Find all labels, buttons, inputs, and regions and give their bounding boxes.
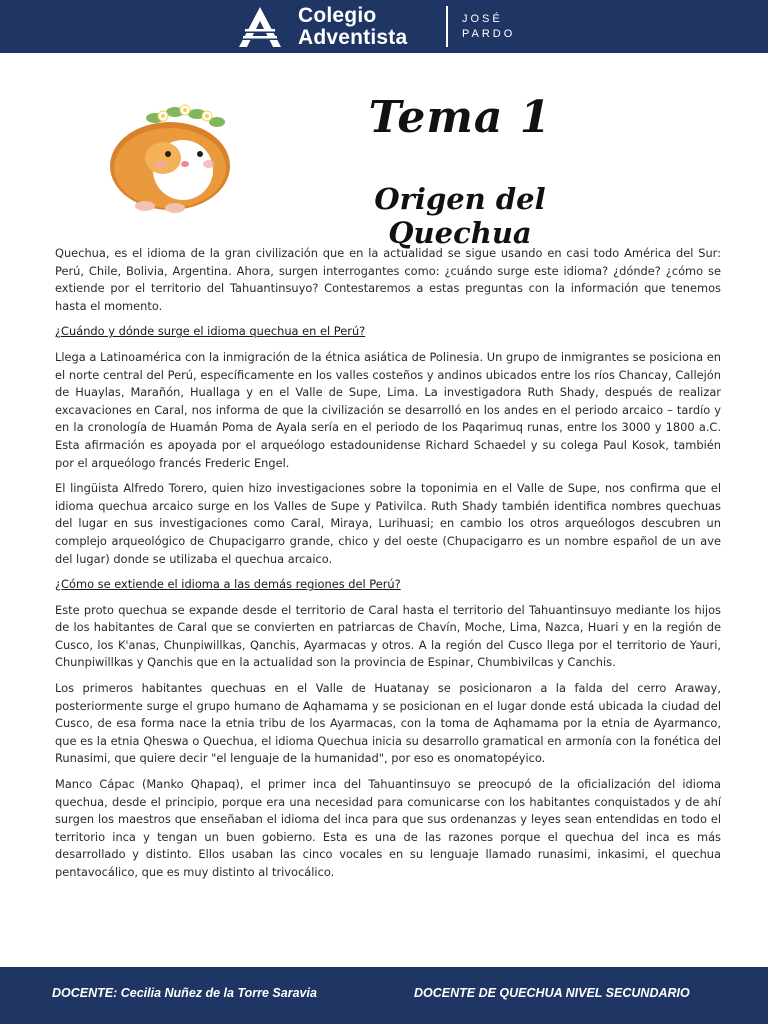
adventist-a-logo-icon (237, 5, 283, 49)
school-name-line1: Colegio (298, 4, 377, 27)
campus-name-line1: JOSÉ (462, 13, 503, 25)
origin-paragraph-1: Llega a Latinoamérica con la inmigración de la étnica asiática de Polinesia. Un grupo de inmigrantes se posiciona en el norte central del Perú, específicamente en los valles costeños y andinos ubicados entre los ríos Chancay, Callejón de Huaylas, Marañón, Huallaga y en el Valle de Supe, Lima. La investigadora Ruth Shady, después de realizar excavaciones en Caral, nos informa de que la civilización se desarrolló en los andes en el periodo arcaico – tardío y en la cronología de Huamán Poma de Ayala sería en el periodo de los Paqarimuq runas, entre los 3000 y 1800 a.C. Esta afirmación es apoyada por el arqueólogo estadounidense Richard Schaedel y su colega Paul Kosok, también por el arqueólogo francés Frederic Engel. (55, 349, 721, 470)
guinea-pig-with-flower-crown-icon (105, 98, 235, 213)
page-footer (0, 967, 768, 1024)
header-divider (446, 6, 448, 47)
footer-role: DOCENTE DE QUECHUA NIVEL SECUNDARIO (414, 986, 690, 1000)
campus-name (462, 12, 515, 42)
expansion-paragraph-1: Este proto quechua se expande desde el territorio de Caral hasta el territorio del Tahuantinsuyo mediante los hijos de los habitantes de Caral que se convierten en patriarcas de Chavín, Moche, Lima, Nazca, Huari y en la región de Cusco, los K'anas, Chunpiwillkas, Qanchis, Ayarmacas y otros. A la región del Cusco llega por el territorio de Yauri, Chunpiwillkas y Qanchis que en la actualidad son la provincia de Espinar, Chumbivilcas y Canchis. (55, 602, 721, 670)
origin-paragraph-2: El lingüista Alfredo Torero, quien hizo investigaciones sobre la toponimia en el Valle de Supe, nos confirma que el idioma quechua arcaico surge en los Valles de Supe y Pativilca. Ruth Shady también identifica nombres quechuas del lugar en sus investigaciones como Caral, Miraya, Lurihuasi; en cambio los otros arqueólogos descubren un complejo arqueológico de Chupacigarro grande, chico y del oeste (Chupacigarro es un nombre español de un ave del lugar) donde se utilizaba el quechua arcaico. (55, 481, 721, 566)
page-title: Tema 1 (368, 92, 552, 143)
campus-name-line2: PARDO (462, 28, 516, 40)
article-body (55, 245, 721, 890)
expansion-paragraph-3: Manco Cápac (Manko Qhapaq), el primer inca del Tahuantinsuyo se preocupó de la oficialización del idioma quechua, desde el principio, porque era una necesidad para comunicarse con los habitantes conquistados y de ahí surgen los maestros que enseñaban el idioma del inca para que sus ordenanzas y leyes sean entendidas en todo el territorio inca y tengan un buen gobierno. Esta es una de las razones porque el quechua del inca es más desarrollado y distinto. Ellos usaban las cinco vocales en su lenguaje llamado runasimi, inkasimi, el quechua pentavocálico, que es muy distinto al trivocálico. (55, 777, 721, 879)
expansion-paragraph-2: Los primeros habitantes quechuas en el Valle de Huatanay se posicionaron a la falda del cerro Araway, posteriormente surge el grupo humano de Aqhamama y se posicionan en el lugar donde está ubicada la ciudad del Cusco, de esa forma nace la etnia tribu de los Ayarmacas, con la toma de Aqhamama por la etnia de Ayarmanco, que es la etnia Qheswa o Quechua, el idioma Quechua inicia su desarrollo gramatical en armonía con la fonética del Runasimi, que quiere decir "el lenguaje de la humanidad", por eso es onomatopéyico. (55, 681, 721, 766)
school-name (298, 5, 407, 49)
school-name-line2: Adventista (298, 26, 408, 49)
page-subtitle: Origen del Quechua (374, 182, 546, 250)
intro-paragraph: Quechua, es el idioma de la gran civilización que en la actualidad se sigue usando en casi todo América del Sur: Perú, Chile, Bolivia, Argentina. Ahora, surgen interrogantes como: ¿cuándo surge este idioma? ¿dónde? ¿cómo se extiende por el territorio del Tahuantinsuyo? Contestaremos a estas preguntas con la información que tenemos hasta el momento. (55, 246, 721, 313)
page-header (0, 0, 768, 53)
section-heading-origin: ¿Cuándo y dónde surge el idioma quechua en el Perú? (55, 324, 366, 339)
section-heading-expansion: ¿Cómo se extiende el idioma a las demás regiones del Perú? (55, 577, 401, 592)
footer-teacher: DOCENTE: Cecilia Nuñez de la Torre Saravia (52, 986, 317, 1000)
